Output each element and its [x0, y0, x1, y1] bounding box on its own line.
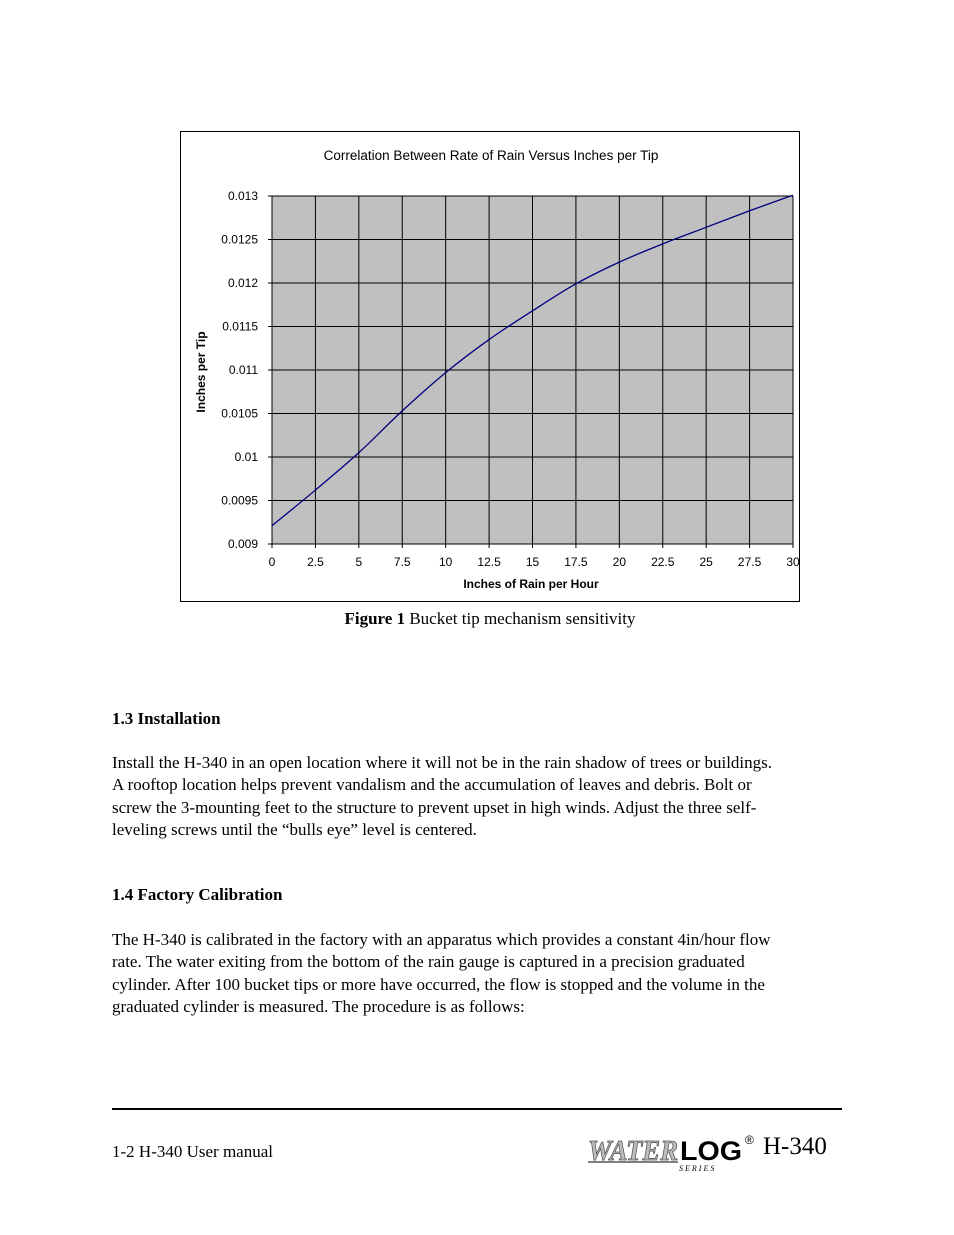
x-axis-label: Inches of Rain per Hour: [463, 577, 599, 591]
y-tick-label: 0.011: [228, 363, 258, 377]
logo-series-text: S E R I E S: [679, 1164, 715, 1173]
x-tick-label: 0: [268, 555, 276, 569]
paragraph-line: leveling screws until the “bulls eye” level is centered.: [112, 819, 477, 839]
y-tick-label: 0.012: [227, 276, 258, 290]
paragraph-line: cylinder. After 100 bucket tips or more have occurred, the flow is stopped and the volume in the: [112, 974, 765, 994]
x-tick-label: 5: [355, 555, 363, 569]
logo-water-text: WATER: [588, 1136, 678, 1167]
x-tick-label: 15: [525, 555, 540, 569]
figure-caption: [180, 609, 800, 629]
installation-heading: 1.3 Installation: [112, 709, 221, 728]
y-tick-label: 0.0095: [221, 493, 258, 508]
footer-rule: [112, 1108, 842, 1110]
chart-frame: [180, 131, 800, 602]
x-tick-label: 27.5: [737, 555, 762, 569]
installation-paragraph: [112, 752, 852, 841]
paragraph-line: graduated cylinder is measured. The procedure is as follows:: [112, 996, 525, 1016]
y-tick-label: 0.01: [234, 450, 258, 464]
paragraph-line: The H-340 is calibrated in the factory with an apparatus which provides a constant 4in/hour flow: [112, 930, 771, 949]
paragraph-line: Install the H-340 in an open location where it will not be in the rain shadow of trees or buildings.: [112, 753, 773, 772]
y-tick-label: 0.013: [227, 189, 258, 203]
x-tick-label: 25: [699, 555, 713, 569]
x-tick-label: 20: [612, 555, 627, 569]
footer-page-label: 1-2 H-340 User manual: [112, 1142, 273, 1161]
chart-title: Correlation Between Rate of Rain Versus Inches per Tip: [323, 148, 659, 163]
y-tick-label: 0.009: [227, 537, 258, 551]
y-tick-label: 0.0115: [222, 319, 258, 334]
y-axis-label: Inches per Tip: [194, 331, 208, 413]
calibration-heading: 1.4 Factory Calibration: [112, 885, 283, 904]
figure-caption-text: Bucket tip mechanism sensitivity: [405, 609, 636, 628]
y-tick-label: 0.0105: [221, 406, 258, 421]
footer-model-name: H-340: [763, 1133, 827, 1160]
paragraph-line: screw the 3-mounting feet to the structure to prevent upset in high winds. Adjust the three self-: [112, 797, 757, 817]
x-tick-label: 2.5: [307, 555, 324, 569]
figure-label: Figure 1: [344, 609, 406, 628]
waterlog-logo: [586, 1128, 766, 1174]
paragraph-line: rate. The water exiting from the bottom of the rain gauge is captured in a precision graduated: [112, 952, 745, 972]
y-tick-label: 0.0125: [221, 232, 258, 247]
x-tick-labels: [269, 555, 800, 569]
x-tick-label: 10: [438, 555, 453, 569]
x-tick-label: 22.5: [651, 555, 675, 569]
rain-rate-chart: [181, 132, 801, 603]
paragraph-line: A rooftop location helps prevent vandalism and the accumulation of leaves and debris. Bolt or: [112, 775, 752, 795]
x-tick-label: 12.5: [477, 555, 501, 569]
y-tick-labels: [221, 189, 258, 551]
logo-log-text: LOG: [680, 1136, 742, 1166]
x-tick-label: 17.5: [564, 555, 588, 569]
logo-registered-mark: ®: [745, 1133, 754, 1147]
x-tick-label: 30: [786, 555, 800, 569]
x-tick-label: 7.5: [393, 555, 411, 569]
calibration-paragraph: [112, 929, 852, 1018]
